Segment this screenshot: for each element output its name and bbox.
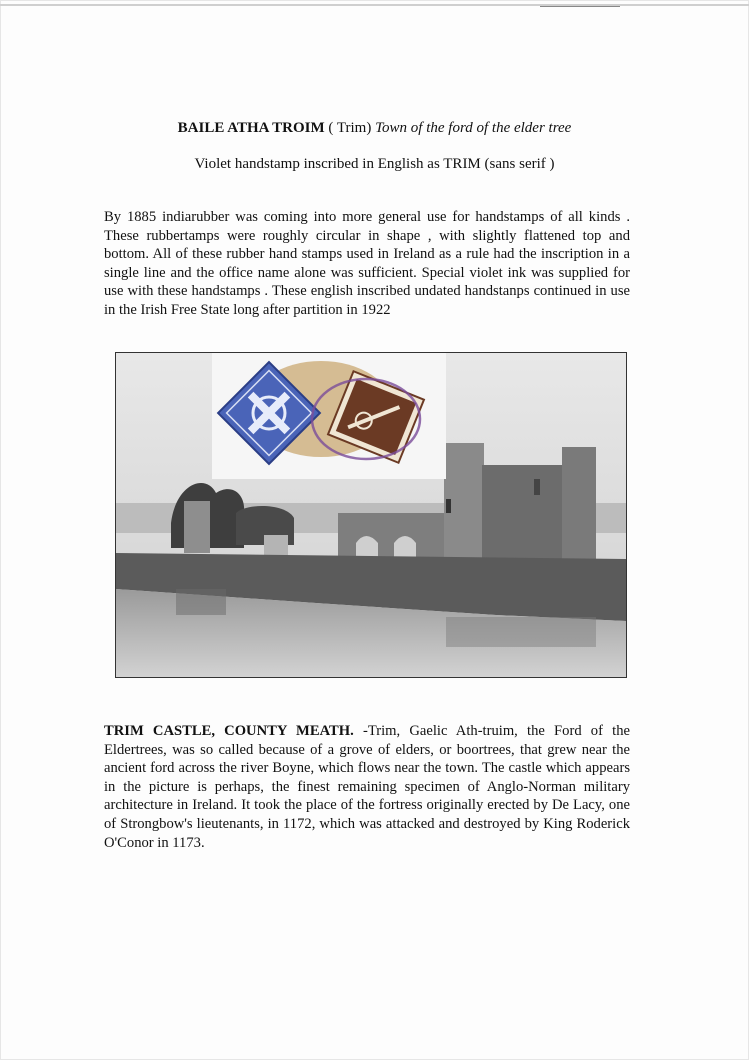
keep-tower-right (562, 447, 596, 567)
heading-irish-name: BAILE ATHA TROIM (177, 120, 325, 136)
castle-title: TRIM CASTLE, COUNTY MEATH. (104, 723, 354, 739)
trim-castle-postcard-image (115, 352, 627, 678)
page-subheading: Violet handstamp inscribed in English as TRIM (sans serif ) (194, 156, 555, 172)
heading-translation: Town of the ford of the elder tree (375, 120, 572, 136)
keep-window-2 (534, 479, 540, 495)
history-paragraph: By 1885 indiarubber was coming into more general use for handstamps of all kinds . These rubbertamps were roughly circular in shape , with slightly flattened top and bottom. All of these rubber hand stamps used in Ireland as a rule had the inscription in a single line and the office name alone was sufficient. Special violet ink was supplied for use with these handstamps . These english inscribed undated handstanps continued in use in the Irish Free State long after partition in 1922 (104, 209, 630, 318)
reflection-1 (176, 589, 226, 615)
top-rule (0, 4, 749, 6)
keep-body (482, 465, 562, 567)
castle-text: -Trim, Gaelic Ath-truim, the Ford of the Eldertrees, was so called because of a grove of elders, or boortrees, that grew near the ancient ford across the river Boyne, which flows near the town. The castle which appears in the picture is perhaps, the finest remaining specimen of Anglo-Norman military architecture in Ireland. It took the place of the fortress originally erected by De Lacy, one of Strongbow's lieutenants, in 1172, which was attacked and destroyed by King Roderick O'Conor in 1173. (104, 723, 630, 851)
keep-window (446, 499, 451, 513)
ruin-wall-left (184, 501, 210, 553)
reflection-2 (446, 617, 596, 647)
page-heading (0, 120, 749, 137)
castle-description-paragraph (104, 722, 630, 852)
top-rule-mark (540, 6, 620, 7)
castle-photo-svg (116, 353, 626, 677)
heading-english-name: ( Trim) (328, 120, 372, 136)
